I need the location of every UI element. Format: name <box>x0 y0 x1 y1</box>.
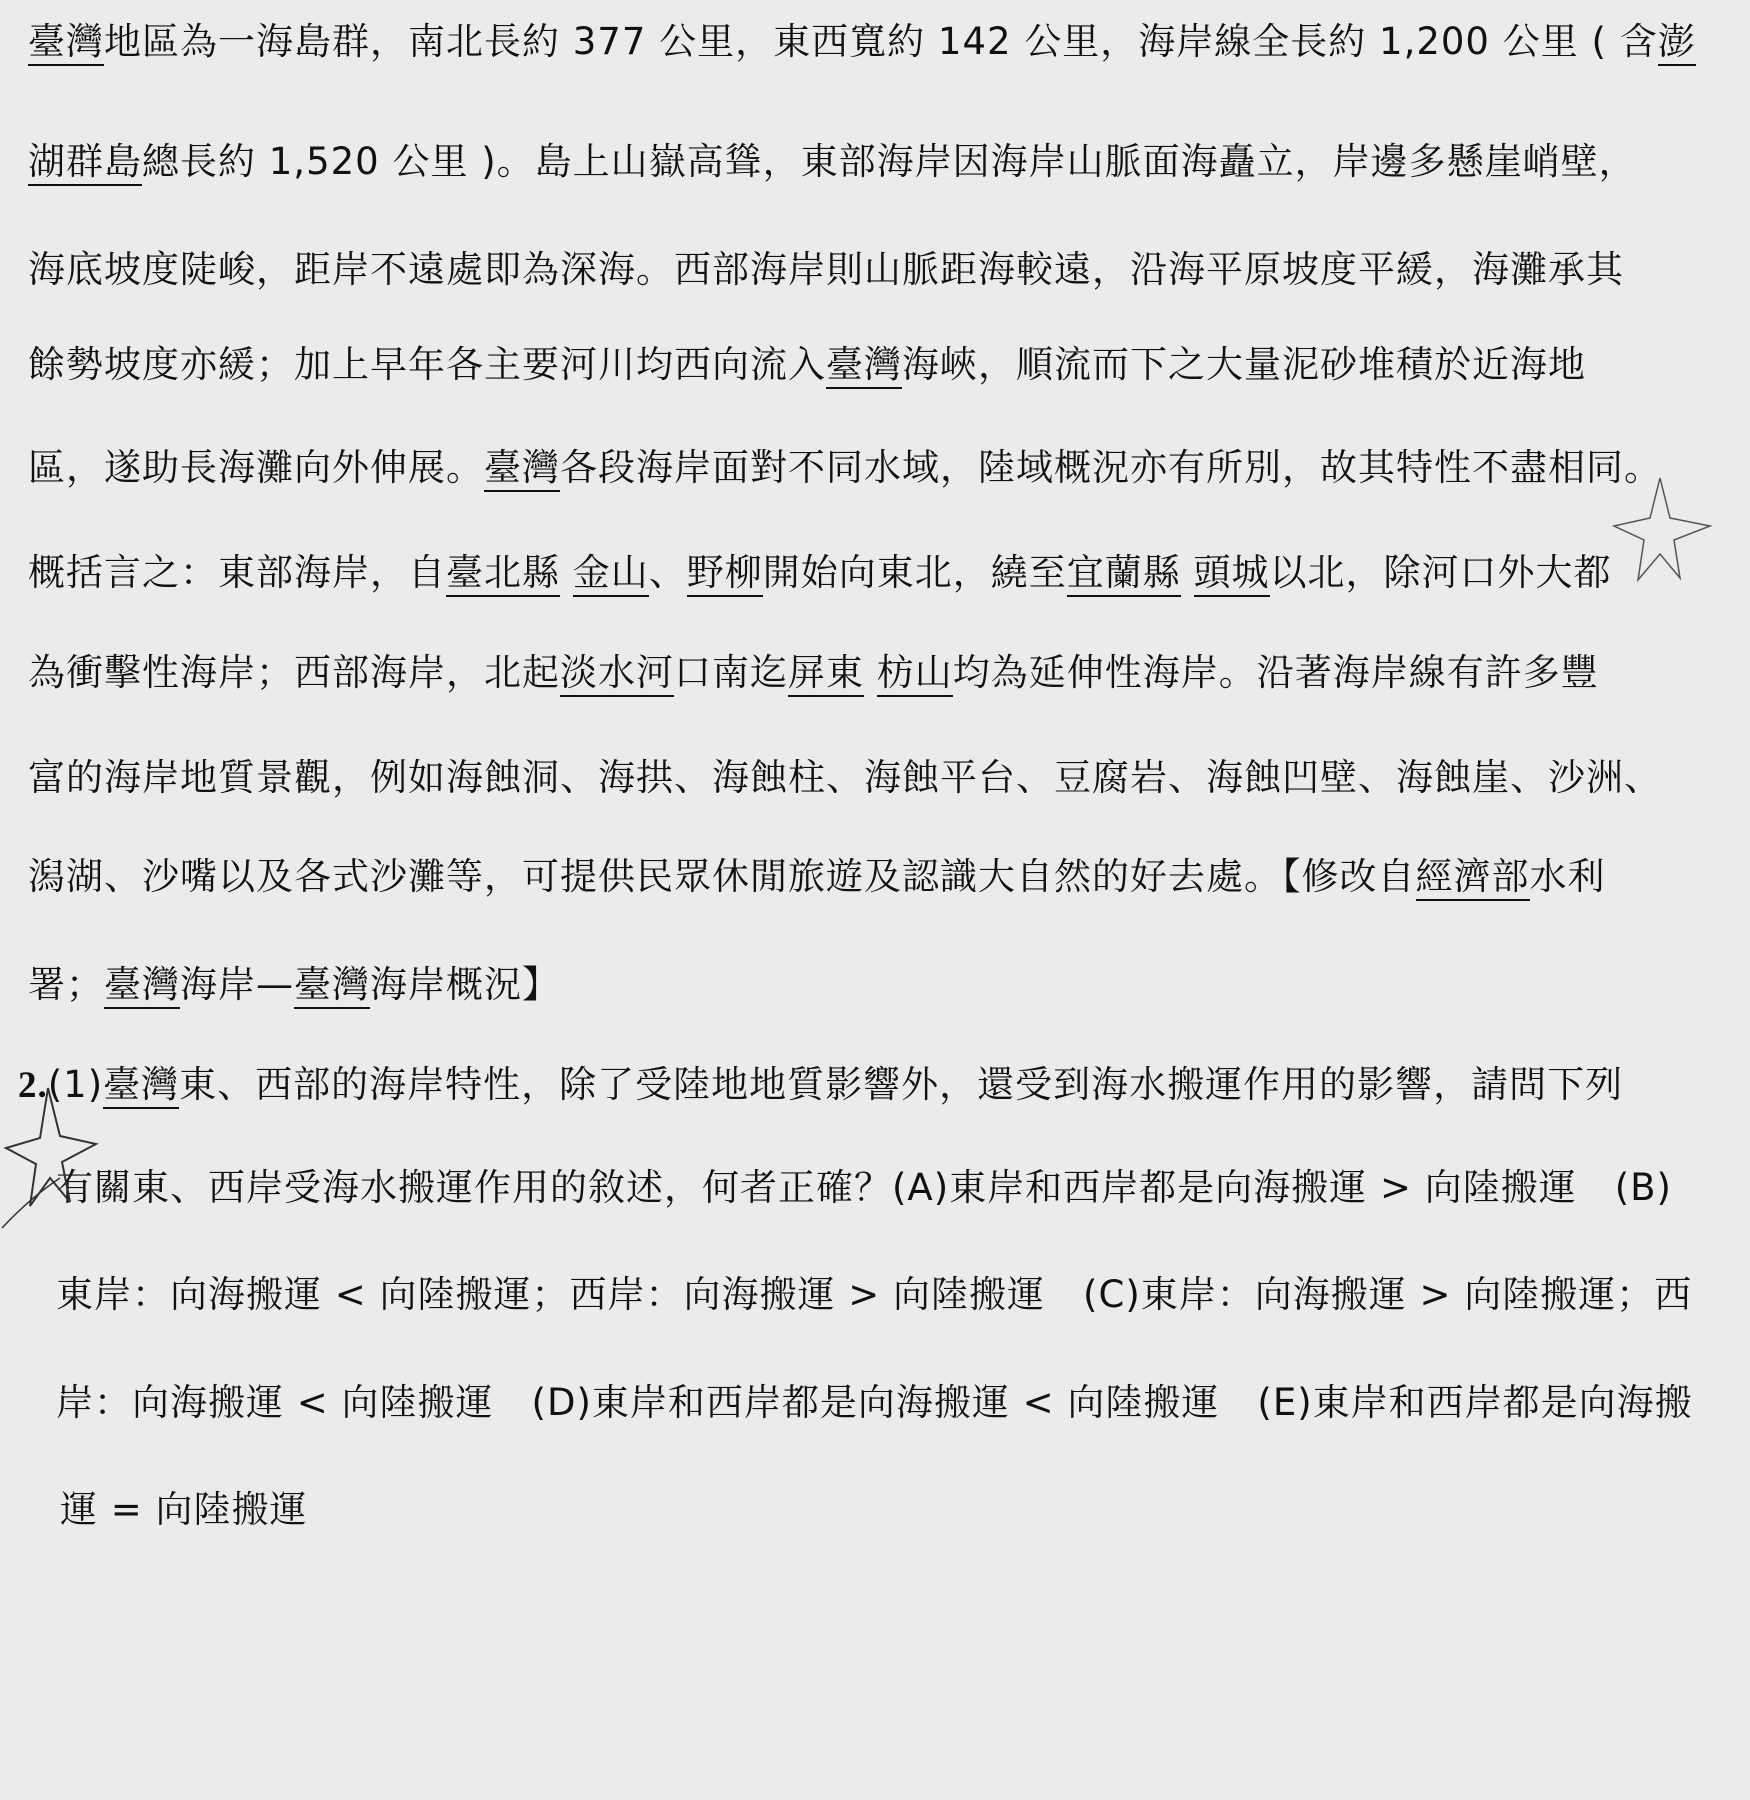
text-segment: 總長約 1,520 公里 )。島上山嶽高聳，東部海岸因海岸山脈面海矗立，岸邊多懸崖峭壁， <box>142 140 1637 183</box>
text-segment: 海岸概況】 <box>370 963 560 1006</box>
passage-line <box>28 852 1710 902</box>
text-segment: 岸：向海搬運 < 向陸搬運 (D)東岸和西岸都是向海搬運 < 向陸搬運 (E)東岸和西岸都是向海搬 <box>56 1381 1693 1424</box>
underlined-name: 臺北縣 <box>446 551 560 597</box>
underlined-name: 屏東 <box>788 651 864 697</box>
text-segment: 為衝擊性海岸；西部海岸，北起 <box>28 651 560 694</box>
handwritten-star-icon <box>1610 470 1720 590</box>
handwritten-star-icon <box>0 1078 110 1248</box>
passage-line <box>28 960 1710 1010</box>
underlined-name: 臺灣 <box>484 446 560 492</box>
underlined-name: 臺灣 <box>28 20 104 66</box>
passage-line <box>28 443 1710 493</box>
text-segment: (1) <box>47 1063 104 1106</box>
text-segment: 均為延伸性海岸。沿著海岸線有許多豐 <box>952 651 1599 694</box>
underlined-name: 臺灣 <box>826 343 902 389</box>
underlined-name: 湖群島 <box>28 140 142 186</box>
passage-line <box>28 17 1710 67</box>
text-segment: 署； <box>28 963 104 1006</box>
passage-line <box>28 245 1710 295</box>
underlined-name: 臺灣 <box>294 963 370 1009</box>
text-segment <box>1181 551 1194 594</box>
underlined-name: 頭城 <box>1194 551 1270 597</box>
text-segment: 地區為一海島群，南北長約 377 公里，東西寬約 142 公里，海岸線全長約 1,200 公里 ( 含 <box>104 20 1658 63</box>
text-segment: 有關東、西岸受海水搬運作用的敘述，何者正確？(A)東岸和西岸都是向海搬運 > 向陸搬運 (B) <box>56 1166 1672 1209</box>
underlined-name: 金山 <box>573 551 649 597</box>
text-segment: 東岸：向海搬運 < 向陸搬運；西岸：向海搬運 > 向陸搬運 (C)東岸：向海搬運 > 向陸搬運；西 <box>56 1273 1693 1316</box>
text-segment <box>560 551 573 594</box>
text-segment: 、 <box>648 551 687 594</box>
underlined-name: 宜蘭縣 <box>1067 551 1181 597</box>
passage-line <box>28 340 1710 390</box>
text-segment: 各段海岸面對不同水域，陸域概況亦有所別，故其特性不盡相同。 <box>560 446 1662 489</box>
question-line <box>56 1163 1710 1213</box>
text-segment: 水利 <box>1529 855 1606 898</box>
underlined-name: 澎 <box>1658 20 1696 66</box>
text-segment: 餘勢坡度亦緩；加上早年各主要河川均西向流入 <box>28 343 826 386</box>
underlined-name: 經濟部 <box>1416 855 1530 901</box>
underlined-name: 野柳 <box>687 551 763 597</box>
text-segment: 海岸— <box>180 963 294 1006</box>
text-segment: 口南迄 <box>674 651 788 694</box>
text-segment: 運 = 向陸搬運 <box>60 1488 308 1531</box>
underlined-name: 臺灣 <box>103 1063 179 1109</box>
text-segment <box>864 651 877 694</box>
text-segment: 富的海岸地質景觀，例如海蝕洞、海拱、海蝕柱、海蝕平台、豆腐岩、海蝕凹壁、海蝕崖、沙洲、 <box>28 756 1662 799</box>
passage-line <box>28 648 1710 698</box>
question-line-first <box>18 1060 1710 1111</box>
text-segment: 海峽，順流而下之大量泥砂堆積於近海地 <box>902 343 1586 386</box>
underlined-name: 淡水河 <box>560 651 674 697</box>
question-line <box>60 1485 1710 1535</box>
text-segment: 潟湖、沙嘴以及各式沙灘等，可提供民眾休閒旅遊及認識大自然的好去處。【修改自 <box>28 855 1416 898</box>
passage-line <box>28 137 1710 187</box>
passage-line <box>28 548 1710 598</box>
question-number: 2. <box>18 1065 48 1106</box>
text-segment: 東、西部的海岸特性，除了受陸地地質影響外，還受到海水搬運作用的影響，請問下列 <box>179 1063 1624 1106</box>
text-segment: 以北，除河口外大都 <box>1269 551 1612 594</box>
question-line <box>56 1378 1710 1428</box>
underlined-name: 枋山 <box>877 651 953 697</box>
question-line-body <box>48 1063 1623 1109</box>
question-line <box>56 1270 1710 1320</box>
passage-line <box>28 753 1710 803</box>
text-segment: 區，遂助長海灘向外伸展。 <box>28 446 484 489</box>
text-segment: 開始向東北，繞至 <box>762 551 1067 594</box>
text-segment: 海底坡度陡峻，距岸不遠處即為深海。西部海岸則山脈距海較遠，沿海平原坡度平緩，海灘承其 <box>28 248 1624 291</box>
text-segment: 概括言之：東部海岸，自 <box>28 551 446 594</box>
underlined-name: 臺灣 <box>104 963 180 1009</box>
